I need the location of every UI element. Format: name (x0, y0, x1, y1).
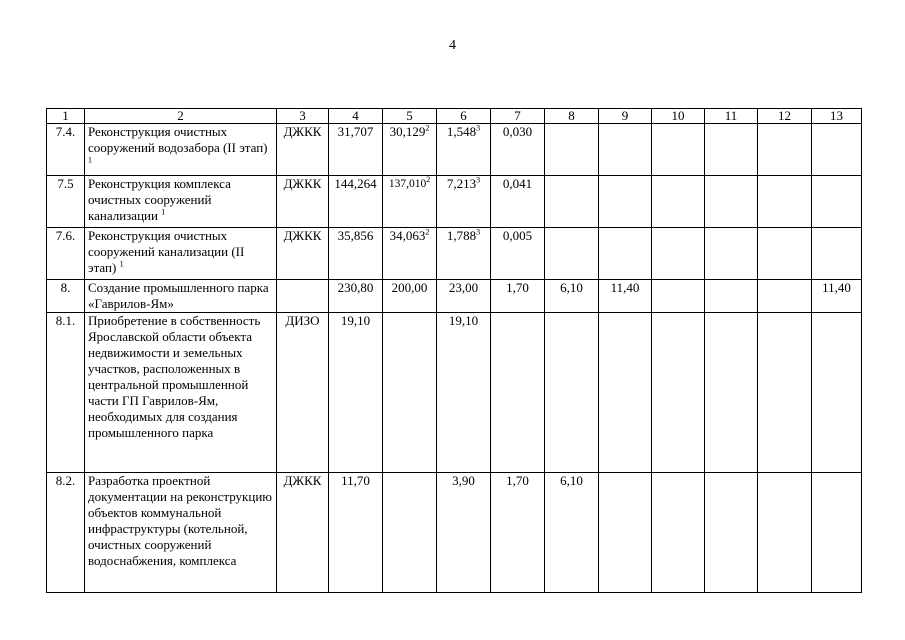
cell-value (599, 176, 652, 228)
cell-value (383, 228, 437, 280)
cell-text: 11,70 (341, 473, 370, 488)
footnote-mark: 2 (426, 175, 431, 185)
cell-value (705, 176, 758, 228)
cell-value (599, 124, 652, 176)
row-name (85, 124, 277, 176)
row-name (85, 280, 277, 313)
footnote-mark: 1 (161, 207, 166, 217)
cell-value (491, 176, 545, 228)
row-name-text: Реконструкция очистных сооружений канализации (II этап) (88, 228, 245, 275)
row-number (47, 228, 85, 280)
cell-value (329, 124, 383, 176)
cell-text: 35,856 (337, 228, 374, 243)
cell-value (812, 124, 862, 176)
cell-value (383, 176, 437, 228)
cell-text: 144,264 (334, 176, 377, 191)
cell-value (652, 473, 705, 593)
column-header: 13 (812, 109, 862, 124)
cell-value (545, 280, 599, 313)
cell-value (705, 228, 758, 280)
cell-text: 31,707 (337, 124, 374, 139)
cell-value (652, 280, 705, 313)
table-row (47, 473, 862, 593)
row-name-text: Реконструкция комплекса очистных сооружений канализации (88, 176, 231, 223)
cell-value (812, 280, 862, 313)
cell-value (705, 313, 758, 473)
table-row (47, 313, 862, 473)
row-number-text: 7.6. (55, 228, 76, 243)
cell-text: 6,10 (560, 280, 583, 295)
cell-value (383, 124, 437, 176)
row-number-text: 7.5 (57, 176, 74, 191)
cell-value (491, 313, 545, 473)
cell-value (599, 313, 652, 473)
table-row (47, 176, 862, 228)
cell-text: 1,548 (446, 124, 477, 139)
page-number: 4 (449, 38, 456, 53)
cell-value (437, 228, 491, 280)
column-header: 12 (758, 109, 812, 124)
cell-value (758, 176, 812, 228)
cell-value (812, 473, 862, 593)
cell-value (491, 228, 545, 280)
row-name-text: Создание промышленного парка «Гаврилов-Ям» (88, 280, 269, 311)
row-number (47, 176, 85, 228)
cell-executor (277, 313, 329, 473)
cell-value (758, 228, 812, 280)
cell-value (599, 228, 652, 280)
program-table (46, 108, 862, 593)
cell-text: 1,70 (506, 280, 529, 295)
cell-executor (277, 176, 329, 228)
column-header: 9 (599, 109, 652, 124)
cell-value (491, 124, 545, 176)
cell-text: 19,10 (340, 313, 371, 328)
row-number-text: 8. (60, 280, 71, 295)
row-name-text: Реконструкция очистных сооружений водозабора (II этап) (88, 124, 268, 155)
cell-text: 6,10 (560, 473, 583, 488)
column-header: 3 (277, 109, 329, 124)
cell-value (329, 176, 383, 228)
row-number-text: 7.4. (55, 124, 76, 139)
cell-text: 1,70 (506, 473, 529, 488)
cell-value (705, 124, 758, 176)
footnote-mark: 1 (119, 259, 124, 269)
column-header: 7 (491, 109, 545, 124)
row-name-text: Приобретение в собственность Ярославской области объекта недвижимости и земельных участков, расположенных в центральной промышленной части ГП Гаврилов-Ям, необходимых для создания промышленного парка (88, 313, 261, 440)
cell-value (491, 280, 545, 313)
cell-value (545, 473, 599, 593)
cell-text: ДЖКК (283, 176, 322, 191)
cell-text: 34,063 (389, 228, 426, 243)
cell-value (383, 313, 437, 473)
row-number (47, 313, 85, 473)
row-name (85, 176, 277, 228)
row-number-text: 8.1. (55, 313, 76, 328)
cell-value (599, 280, 652, 313)
cell-value (812, 176, 862, 228)
column-header: 8 (545, 109, 599, 124)
cell-text: 230,80 (337, 280, 374, 295)
cell-value (329, 280, 383, 313)
cell-text: 1,788 (446, 228, 477, 243)
column-header: 1 (47, 109, 85, 124)
cell-executor (277, 280, 329, 313)
cell-value (652, 228, 705, 280)
cell-executor (277, 473, 329, 593)
column-header: 4 (329, 109, 383, 124)
cell-text: 137,010 (388, 178, 427, 190)
cell-value (491, 473, 545, 593)
cell-text: 7,213 (446, 176, 477, 191)
cell-value (545, 176, 599, 228)
cell-text: 23,00 (448, 280, 479, 295)
cell-text: 0,030 (502, 124, 533, 139)
column-header: 6 (437, 109, 491, 124)
cell-executor (277, 228, 329, 280)
cell-value (652, 313, 705, 473)
cell-text: 11,40 (610, 280, 640, 295)
table-row (47, 228, 862, 280)
cell-value (812, 313, 862, 473)
cell-executor (277, 124, 329, 176)
cell-text: ДЖКК (283, 124, 322, 139)
cell-value (329, 473, 383, 593)
row-number (47, 473, 85, 593)
cell-text: ДЖКК (283, 473, 322, 488)
row-number (47, 124, 85, 176)
cell-value (437, 176, 491, 228)
cell-text: 3,90 (452, 473, 475, 488)
cell-text: ДИЗО (285, 313, 320, 328)
cell-value (758, 124, 812, 176)
footnote-mark: 3 (476, 175, 481, 185)
row-number-text: 8.2. (55, 473, 76, 488)
cell-value (758, 313, 812, 473)
header-row (47, 109, 862, 124)
cell-value (705, 280, 758, 313)
cell-value (705, 473, 758, 593)
footnote-mark: 2 (425, 227, 430, 237)
cell-value (383, 280, 437, 313)
cell-value (545, 124, 599, 176)
cell-value (652, 124, 705, 176)
row-name (85, 473, 277, 593)
column-header: 10 (652, 109, 705, 124)
cell-value (329, 313, 383, 473)
cell-value (545, 228, 599, 280)
table-row (47, 280, 862, 313)
cell-value (599, 473, 652, 593)
cell-value (758, 280, 812, 313)
cell-text: 0,041 (502, 176, 533, 191)
cell-value (437, 124, 491, 176)
cell-value (329, 228, 383, 280)
cell-value (758, 473, 812, 593)
cell-text: ДЖКК (283, 228, 322, 243)
cell-value (652, 176, 705, 228)
cell-text: 0,005 (502, 228, 533, 243)
footnote-mark: 1 (88, 155, 92, 165)
row-name (85, 313, 277, 473)
cell-text: 11,40 (822, 280, 851, 295)
footnote-mark: 2 (425, 123, 430, 133)
column-header: 2 (85, 109, 277, 124)
cell-text: 19,10 (448, 313, 479, 328)
row-name-text: Разработка проектной документации на реконструкцию объектов коммунальной инфраструктуры (котельной, очистных сооружений водоснабжения, комплекса (88, 473, 272, 568)
cell-value (437, 280, 491, 313)
row-name (85, 228, 277, 280)
cell-value (383, 473, 437, 593)
table-row (47, 124, 862, 176)
cell-text: 200,00 (391, 280, 428, 295)
cell-value (437, 473, 491, 593)
column-header: 5 (383, 109, 437, 124)
cell-text: 30,129 (389, 124, 426, 139)
footnote-mark: 3 (476, 123, 481, 133)
footnote-mark: 3 (476, 227, 481, 237)
column-header: 11 (705, 109, 758, 124)
cell-value (437, 313, 491, 473)
cell-value (545, 313, 599, 473)
row-number (47, 280, 85, 313)
cell-value (812, 228, 862, 280)
